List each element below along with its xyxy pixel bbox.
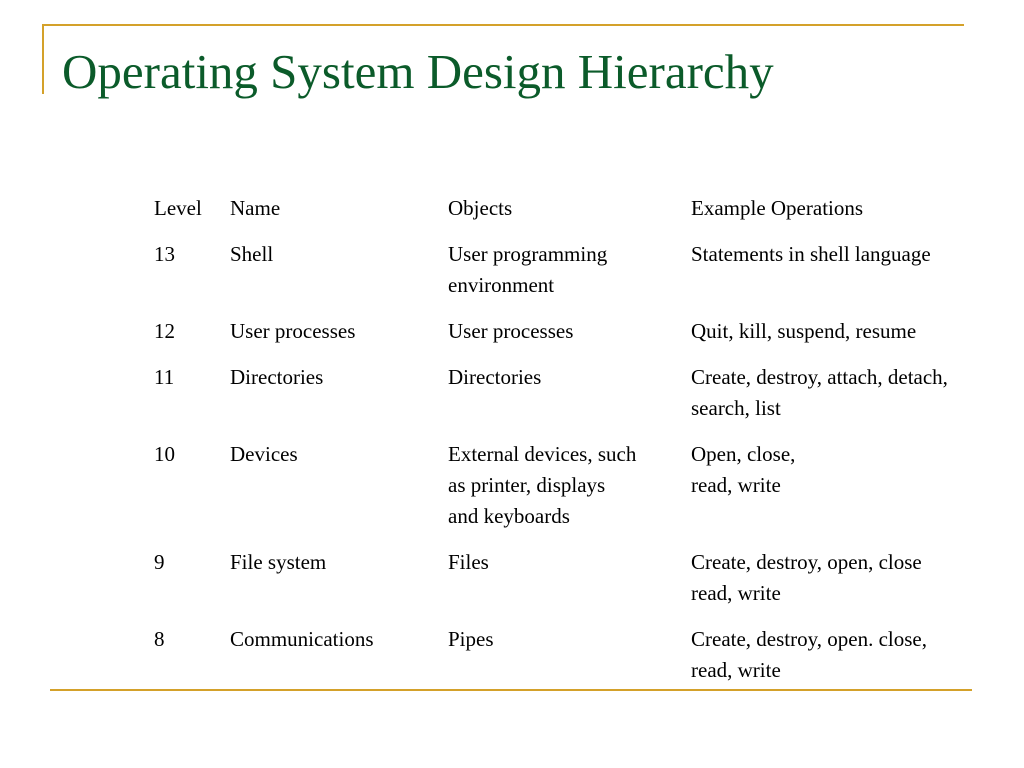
cell-level: 11 — [154, 365, 175, 389]
table-row — [148, 362, 1015, 439]
header-level: Level — [154, 196, 202, 220]
table-header-row — [148, 193, 1015, 239]
cell-operations: Quit, kill, suspend, resume — [691, 319, 917, 343]
header-name: Name — [230, 196, 281, 220]
cell-level: 10 — [154, 442, 175, 466]
cell-name: File system — [230, 550, 327, 574]
cell-level: 13 — [154, 242, 175, 266]
left-border-rule — [42, 24, 44, 94]
cell-name: Shell — [230, 242, 274, 266]
cell-operations: Open, close, read, write — [691, 442, 796, 497]
cell-operations: Create, destroy, attach, detach, search, list — [691, 365, 948, 420]
table-row — [148, 439, 1015, 547]
cell-objects: Files — [448, 550, 489, 574]
table-row — [148, 547, 1015, 624]
cell-name: User processes — [230, 319, 356, 343]
cell-level: 9 — [154, 550, 165, 574]
slide-title: Operating System Design Hierarchy — [62, 44, 774, 99]
cell-objects: External devices, such as printer, displays and keyboards — [448, 442, 637, 528]
top-border-rule — [42, 24, 964, 26]
cell-objects: User programming environment — [448, 242, 608, 297]
cell-objects: Pipes — [448, 627, 494, 651]
cell-objects: Directories — [448, 365, 542, 389]
header-example-operations: Example Operations — [691, 196, 864, 220]
cell-objects: User processes — [448, 319, 574, 343]
cell-name: Directories — [230, 365, 324, 389]
table-row — [148, 239, 1015, 316]
cell-operations: Statements in shell language — [691, 242, 931, 266]
hierarchy-table — [148, 193, 1015, 701]
cell-name: Communications — [230, 627, 374, 651]
cell-operations: Create, destroy, open. close, read, write — [691, 627, 927, 682]
cell-level: 8 — [154, 627, 165, 651]
header-objects: Objects — [448, 196, 513, 220]
table-row — [148, 316, 1015, 362]
cell-operations: Create, destroy, open, close read, write — [691, 550, 922, 605]
cell-name: Devices — [230, 442, 298, 466]
cell-level: 12 — [154, 319, 175, 343]
bottom-border-rule — [50, 689, 972, 691]
